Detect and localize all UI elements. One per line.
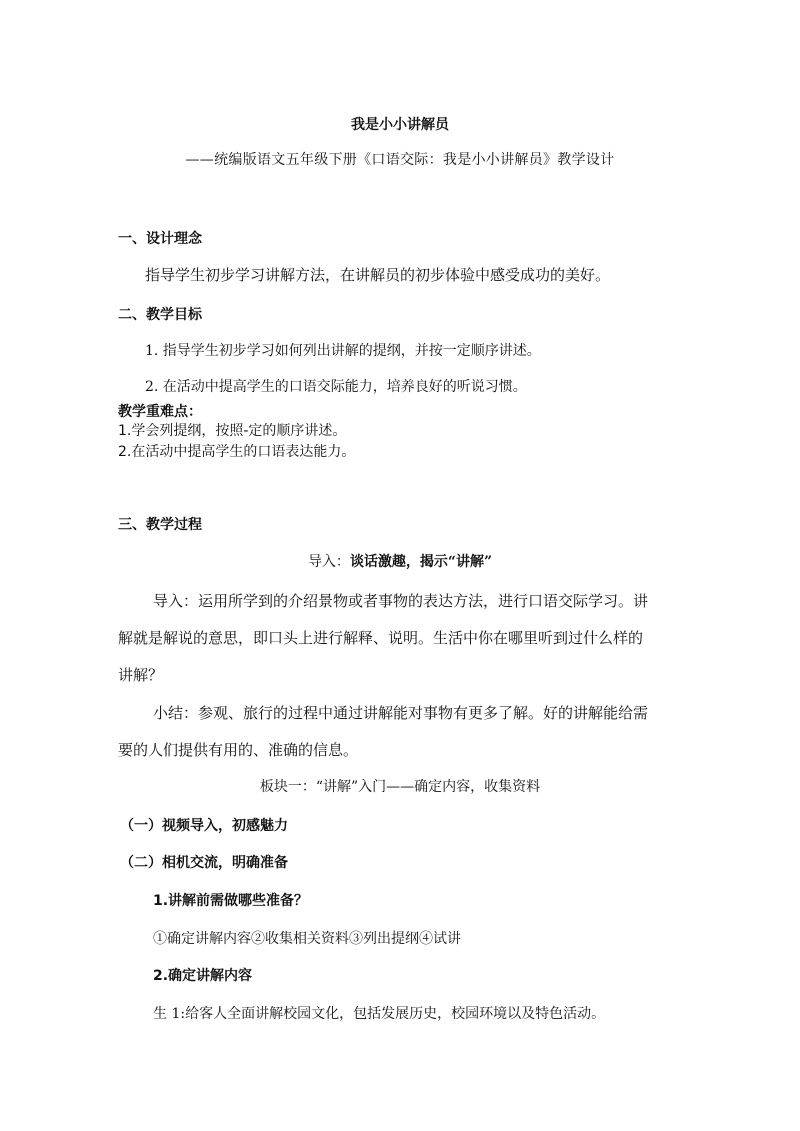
intro-title xyxy=(0,551,800,571)
section-heading-teaching-goals: 二、教学目标 xyxy=(118,307,202,323)
intro-title-main: 谈话激趣，揭示“讲解” xyxy=(349,554,493,570)
subsection-1-heading: （一）视频导入，初感魅力 xyxy=(120,818,288,834)
design-concept-text: 指导学生初步学习讲解方法，在讲解员的初步体验中感受成功的美好。 xyxy=(145,266,611,284)
block-1-title: 板块一：“讲解”入门——确定内容，收集资料 xyxy=(259,779,541,795)
section-heading-teaching-process: 三、教学过程 xyxy=(118,517,202,533)
teaching-goal-1: 1. 指导学生初步学习如何列出讲解的提纲，并按一定顺序讲述。 xyxy=(145,343,541,359)
section-heading-design-concept: 一、设计理念 xyxy=(118,231,202,247)
question-1-heading: 1.讲解前需做哪些准备？ xyxy=(153,893,309,909)
intro-paragraph-line-1: 导入：运用所学到的介绍景物或者事物的表达方法，进行口语交际学习。讲 xyxy=(153,592,649,610)
student-1-answer: 生 1:给客人全面讲解校园文化，包括发展历史，校园环境以及特色活动。 xyxy=(153,1006,606,1022)
intro-paragraph-line-3: 讲解？ xyxy=(118,666,164,684)
key-point-2: 2.在活动中提高学生的口语表达能力。 xyxy=(118,444,356,460)
subsection-2-heading: （二）相机交流，明确准备 xyxy=(120,855,288,871)
teaching-goal-2: 2. 在活动中提高学生的口语交际能力，培养良好的听说习惯。 xyxy=(145,379,527,395)
summary-line-1: 小结：参观、旅行的过程中通过讲解能对事物有更多了解。好的讲解能给需 xyxy=(153,704,649,722)
summary-line-2: 要的人们提供有用的、准确的信息。 xyxy=(118,741,359,759)
key-point-1: 1.学会列提纲，按照-定的顺序讲述。 xyxy=(118,423,347,439)
document-subtitle: ——统编版语文五年级下册《口语交际：我是小小讲解员》教学设计 xyxy=(185,152,615,168)
question-2-heading: 2.确定讲解内容 xyxy=(153,968,253,984)
key-points-heading: 教学重难点： xyxy=(118,404,202,420)
document-title: 我是小小讲解员 xyxy=(351,117,449,133)
intro-title-prefix: 导入： xyxy=(307,554,350,570)
intro-paragraph-line-2: 解就是解说的意思，即口头上进行解释、说明。生活中你在哪里听到过什么样的 xyxy=(118,629,644,647)
preparation-steps: ①确定讲解内容②收集相关资料③列出提纲④试讲 xyxy=(153,931,461,947)
